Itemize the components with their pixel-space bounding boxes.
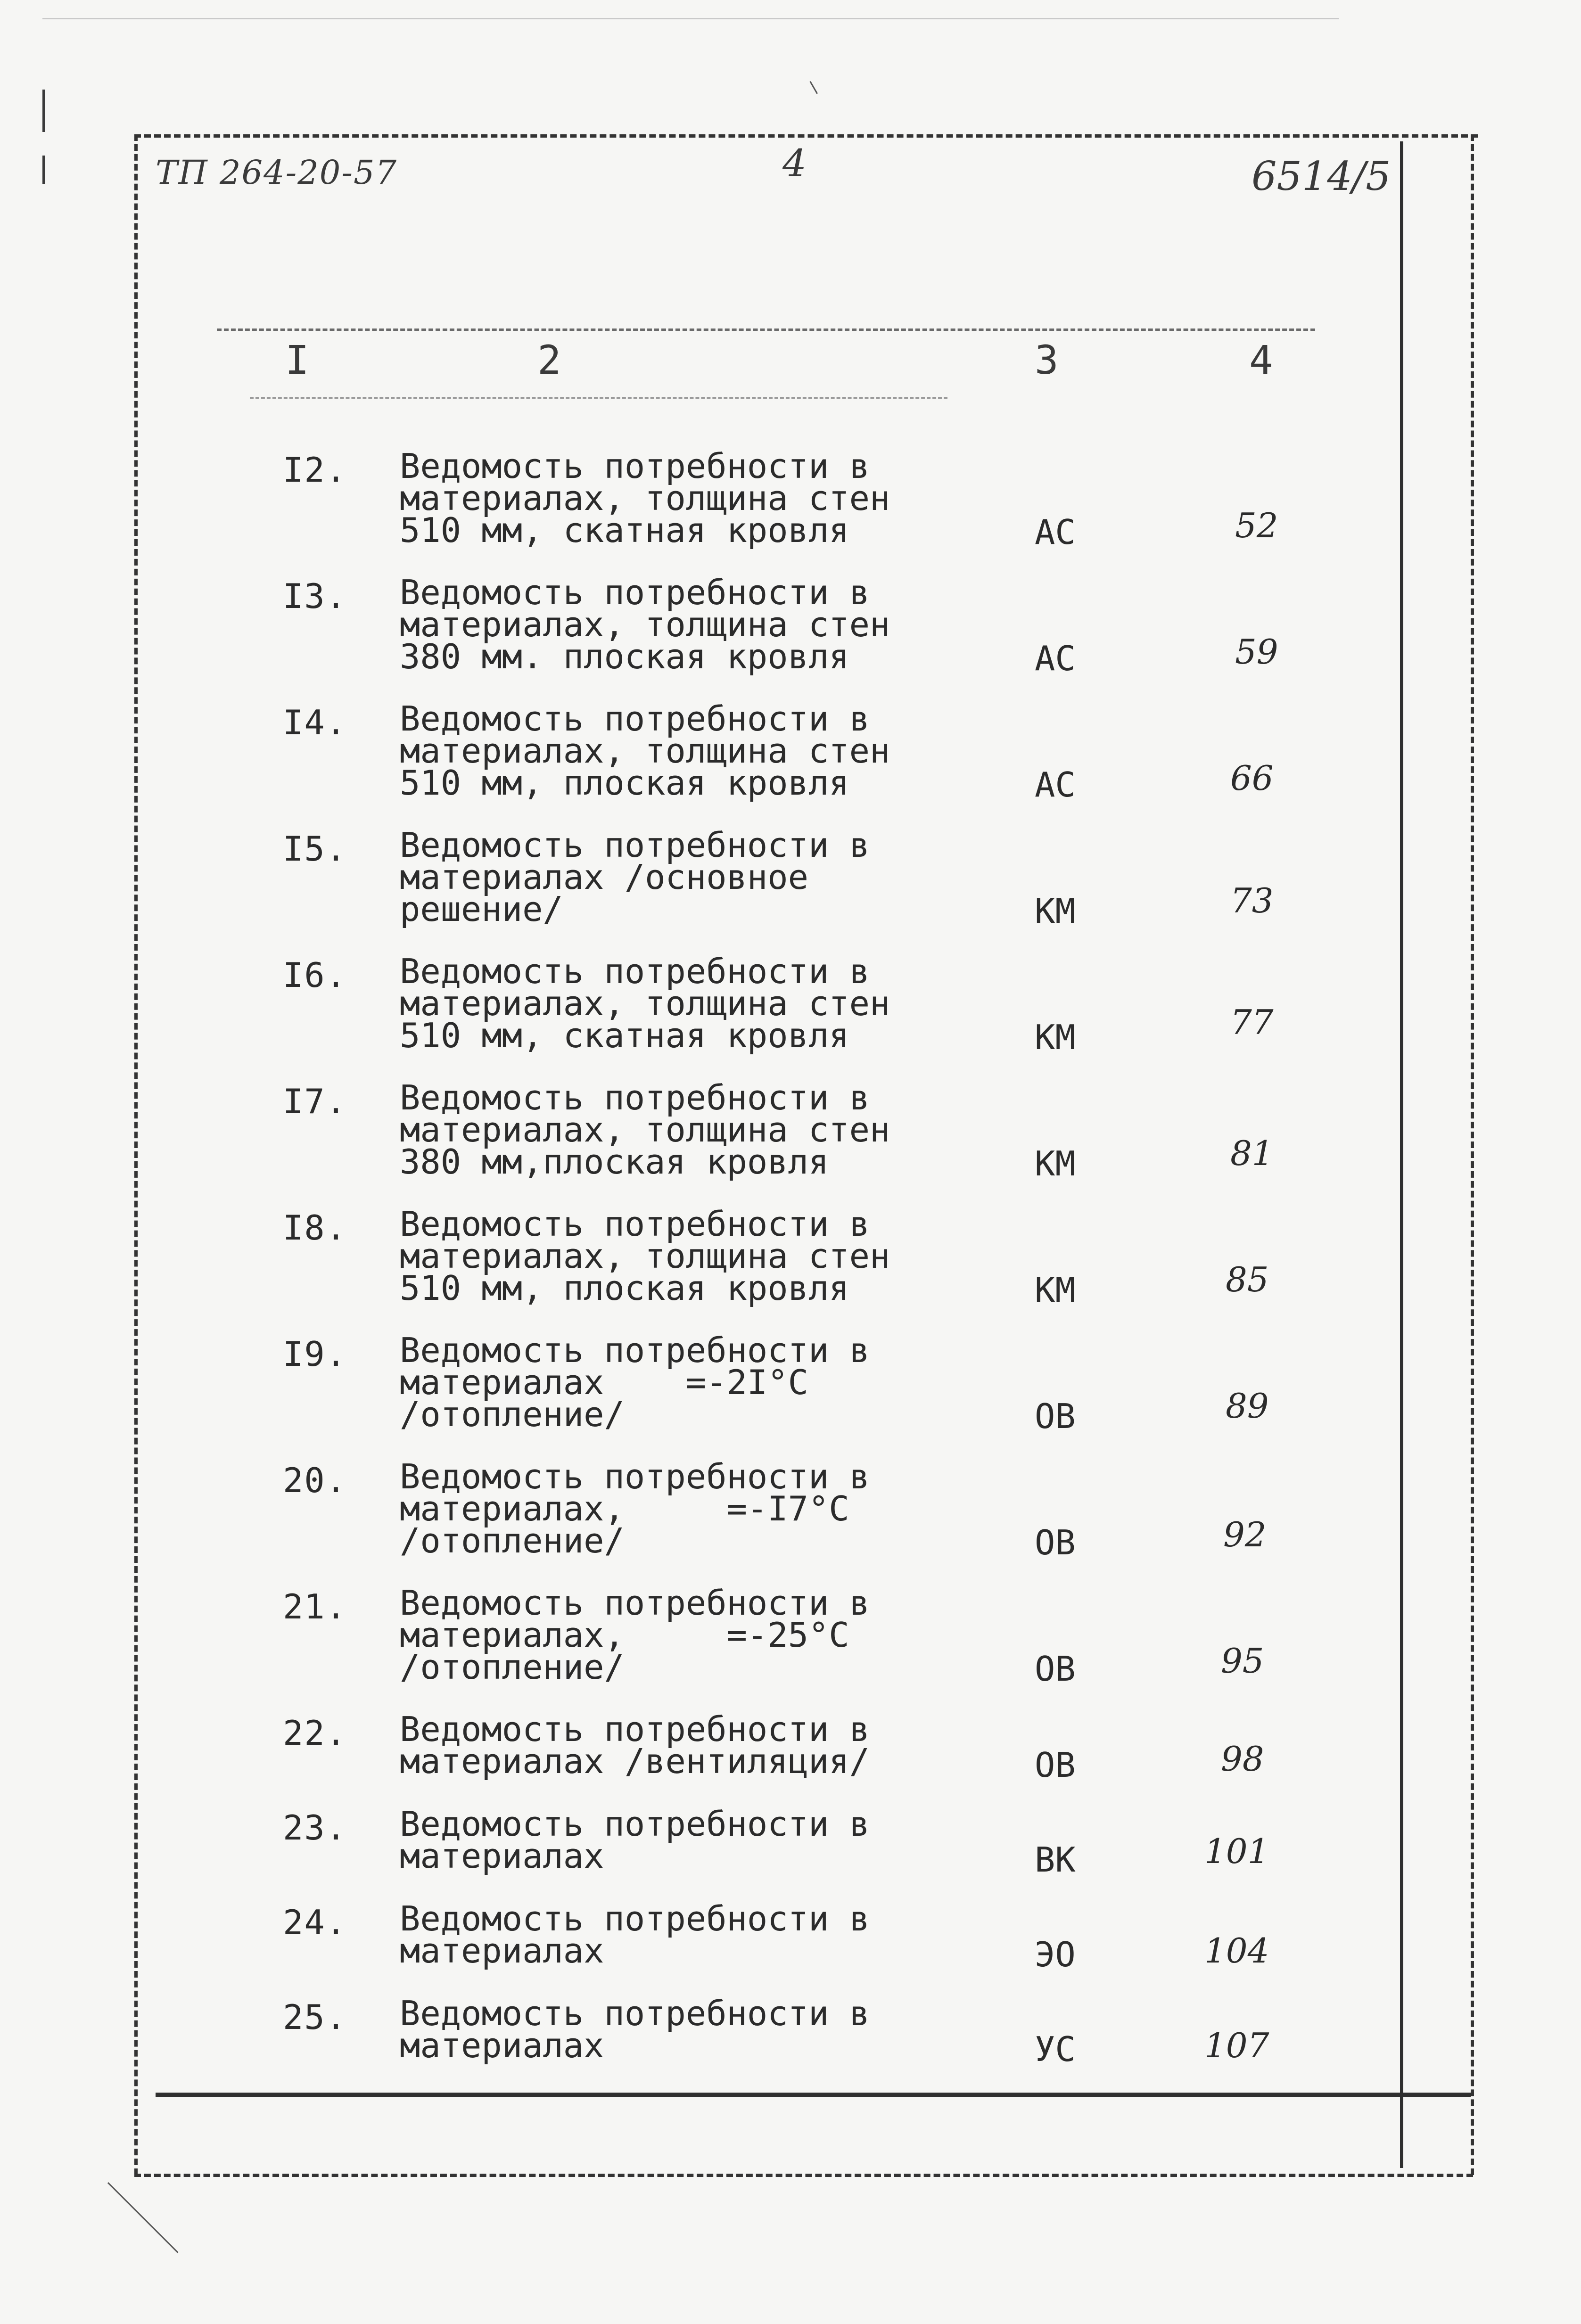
row-page-number: 107 xyxy=(1204,2026,1269,2065)
row-page-number: 92 xyxy=(1223,1515,1267,1554)
description-line: Ведомость потребности в xyxy=(400,952,870,991)
table-bottom-rule xyxy=(156,2093,1471,2097)
description-line: Ведомость потребности в xyxy=(400,573,870,612)
frame-right-border xyxy=(1471,134,1474,2175)
row-page-number: 85 xyxy=(1226,1260,1269,1299)
row-description xyxy=(400,952,909,1055)
description-line: материалах xyxy=(400,1931,604,1971)
row-page-number: 66 xyxy=(1230,758,1274,798)
row-number: I8. xyxy=(283,1208,347,1248)
page-number: 4 xyxy=(782,141,807,185)
frame-top-border xyxy=(134,134,1478,138)
description-line: /отопление/ xyxy=(400,1647,625,1687)
row-number: I7. xyxy=(283,1082,347,1121)
row-number: 21. xyxy=(283,1587,347,1626)
row-description xyxy=(400,1899,909,1971)
description-line: /отопление/ xyxy=(400,1395,625,1434)
description-line: /отопление/ xyxy=(400,1521,625,1560)
row-page-number: 95 xyxy=(1221,1641,1264,1681)
row-description xyxy=(400,825,909,929)
description-line: материалах, толщина стен xyxy=(400,731,890,771)
description-line: 380 мм. плоская кровля xyxy=(400,637,849,676)
row-number: 23. xyxy=(283,1808,347,1848)
row-number: I4. xyxy=(283,703,347,742)
description-line: Ведомость потребности в xyxy=(400,1804,870,1844)
frame-inner-right-border xyxy=(1400,141,1403,2168)
row-description xyxy=(400,1994,909,2065)
description-line: Ведомость потребности в xyxy=(400,1709,870,1749)
row-section-code: АС xyxy=(1035,765,1076,805)
row-section-code: КМ xyxy=(1035,1018,1076,1057)
description-line: Ведомость потребности в xyxy=(400,1583,870,1623)
frame-bottom-border xyxy=(134,2174,1473,2177)
description-line: материалах xyxy=(400,2026,604,2065)
row-page-number: 77 xyxy=(1230,1002,1274,1042)
row-number: I5. xyxy=(283,829,347,869)
row-page-number: 52 xyxy=(1235,506,1278,545)
row-section-code: АС xyxy=(1035,512,1076,552)
row-number: I6. xyxy=(283,955,347,995)
row-description xyxy=(400,699,909,803)
row-section-code: ОВ xyxy=(1035,1745,1076,1785)
row-section-code: ЭО xyxy=(1035,1935,1076,1974)
description-line: материалах, толщина стен xyxy=(400,984,890,1023)
row-section-code: ВК xyxy=(1035,1840,1076,1880)
row-section-code: ОВ xyxy=(1035,1396,1076,1436)
row-number: I9. xyxy=(283,1334,347,1374)
row-page-number: 73 xyxy=(1230,881,1274,920)
description-line: 510 мм, скатная кровля xyxy=(400,1016,849,1055)
row-section-code: АС xyxy=(1035,639,1076,678)
scan-diagonal-mark xyxy=(107,2182,179,2253)
column-header-3: 3 xyxy=(1035,337,1059,383)
row-description xyxy=(400,446,909,550)
header-rule-top xyxy=(217,328,1315,331)
row-page-number: 104 xyxy=(1204,1931,1269,1971)
scan-margin-mark xyxy=(42,90,45,132)
scan-margin-mark xyxy=(42,156,45,184)
row-page-number: 89 xyxy=(1226,1386,1269,1426)
row-description xyxy=(400,1204,909,1308)
row-description xyxy=(400,1330,909,1434)
description-line: Ведомость потребности в xyxy=(400,1204,870,1244)
row-number: 24. xyxy=(283,1903,347,1942)
row-page-number: 81 xyxy=(1230,1133,1274,1173)
description-line: материалах xyxy=(400,1836,604,1876)
description-line: 510 мм, плоская кровля xyxy=(400,1268,849,1308)
row-number: 25. xyxy=(283,1997,347,2037)
description-line: Ведомость потребности в xyxy=(400,446,870,486)
description-line: Ведомость потребности в xyxy=(400,1457,870,1496)
description-line: материалах, толщина стен xyxy=(400,478,890,518)
row-number: I3. xyxy=(283,576,347,616)
scan-tick-mark xyxy=(809,81,818,94)
column-header-1: I xyxy=(285,337,309,383)
row-section-code: КМ xyxy=(1035,1270,1076,1310)
description-line: материалах /вентиляция/ xyxy=(400,1741,870,1781)
row-section-code: УС xyxy=(1035,2029,1076,2069)
row-section-code: ОВ xyxy=(1035,1649,1076,1689)
row-description xyxy=(400,573,909,676)
scan-edge-line xyxy=(42,18,1339,19)
description-line: Ведомость потребности в xyxy=(400,1078,870,1117)
description-line: материалах, толщина стен xyxy=(400,1236,890,1276)
description-line: материалах, =-25°С xyxy=(400,1615,849,1655)
description-line: Ведомость потребности в xyxy=(400,1994,870,2033)
column-header-2: 2 xyxy=(537,337,561,383)
description-line: материалах, толщина стен xyxy=(400,1110,890,1150)
description-line: Ведомость потребности в xyxy=(400,825,870,865)
row-description xyxy=(400,1583,909,1687)
description-line: материалах /основное xyxy=(400,857,808,897)
description-line: решение/ xyxy=(400,889,563,929)
row-number: I2. xyxy=(283,450,347,490)
description-line: материалах, толщина стен xyxy=(400,605,890,644)
row-section-code: ОВ xyxy=(1035,1523,1076,1562)
row-description xyxy=(400,1804,909,1876)
row-section-code: КМ xyxy=(1035,891,1076,931)
description-line: материалах, =-I7°С xyxy=(400,1489,849,1528)
row-number: 20. xyxy=(283,1461,347,1500)
row-description xyxy=(400,1709,909,1781)
row-page-number: 101 xyxy=(1204,1831,1269,1871)
description-line: Ведомость потребности в xyxy=(400,699,870,739)
description-line: Ведомость потребности в xyxy=(400,1899,870,1938)
description-line: 510 мм, плоская кровля xyxy=(400,763,849,803)
row-page-number: 59 xyxy=(1235,632,1278,672)
document-code: ТП 264-20-57 xyxy=(156,153,398,192)
description-line: материалах =-2I°С xyxy=(400,1363,808,1402)
column-header-4: 4 xyxy=(1249,337,1273,383)
sheet-code: 6514/5 xyxy=(1252,153,1391,199)
row-description xyxy=(400,1457,909,1560)
row-section-code: КМ xyxy=(1035,1144,1076,1183)
frame-left-border xyxy=(134,134,138,2175)
row-description xyxy=(400,1078,909,1182)
description-line: 380 мм,плоская кровля xyxy=(400,1142,829,1182)
row-number: 22. xyxy=(283,1713,347,1753)
description-line: Ведомость потребности в xyxy=(400,1330,870,1370)
row-page-number: 98 xyxy=(1221,1739,1264,1779)
header-rule-bottom xyxy=(250,397,947,399)
description-line: 510 мм, скатная кровля xyxy=(400,510,849,550)
